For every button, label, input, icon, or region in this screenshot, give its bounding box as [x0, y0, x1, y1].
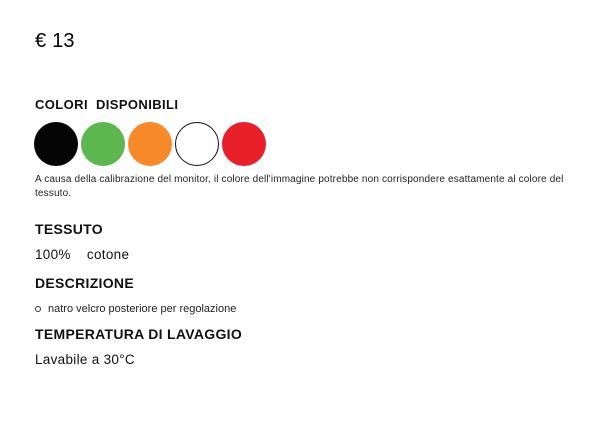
- fabric-title: TESSUTO: [35, 221, 103, 237]
- available-colors-title: COLORI DISPONIBILI: [35, 97, 179, 112]
- description-list: [35, 303, 236, 315]
- list-item: [35, 303, 236, 315]
- fabric-value: 100% cotone: [35, 247, 130, 262]
- washing-temperature-title: TEMPERATURA DI LAVAGGIO: [35, 326, 243, 342]
- color-swatch-list: [34, 122, 266, 166]
- color-swatch-black[interactable]: [34, 122, 78, 166]
- description-title: DESCRIZIONE: [35, 275, 134, 291]
- color-swatch-red[interactable]: [222, 122, 266, 166]
- washing-temperature-value: Lavabile a 30°C: [35, 352, 135, 367]
- color-swatch-orange[interactable]: [128, 122, 172, 166]
- product-price: € 13: [35, 30, 75, 52]
- color-swatch-white[interactable]: [175, 122, 219, 166]
- color-disclaimer: A causa della calibrazione del monitor, il colore dell'immagine potrebbe non corrispondere esattamente al colore del tessuto.: [35, 174, 564, 199]
- bullet-icon: [35, 306, 41, 312]
- color-swatch-green[interactable]: [81, 122, 125, 166]
- description-item-text: natro velcro posteriore per regolazione: [48, 303, 237, 315]
